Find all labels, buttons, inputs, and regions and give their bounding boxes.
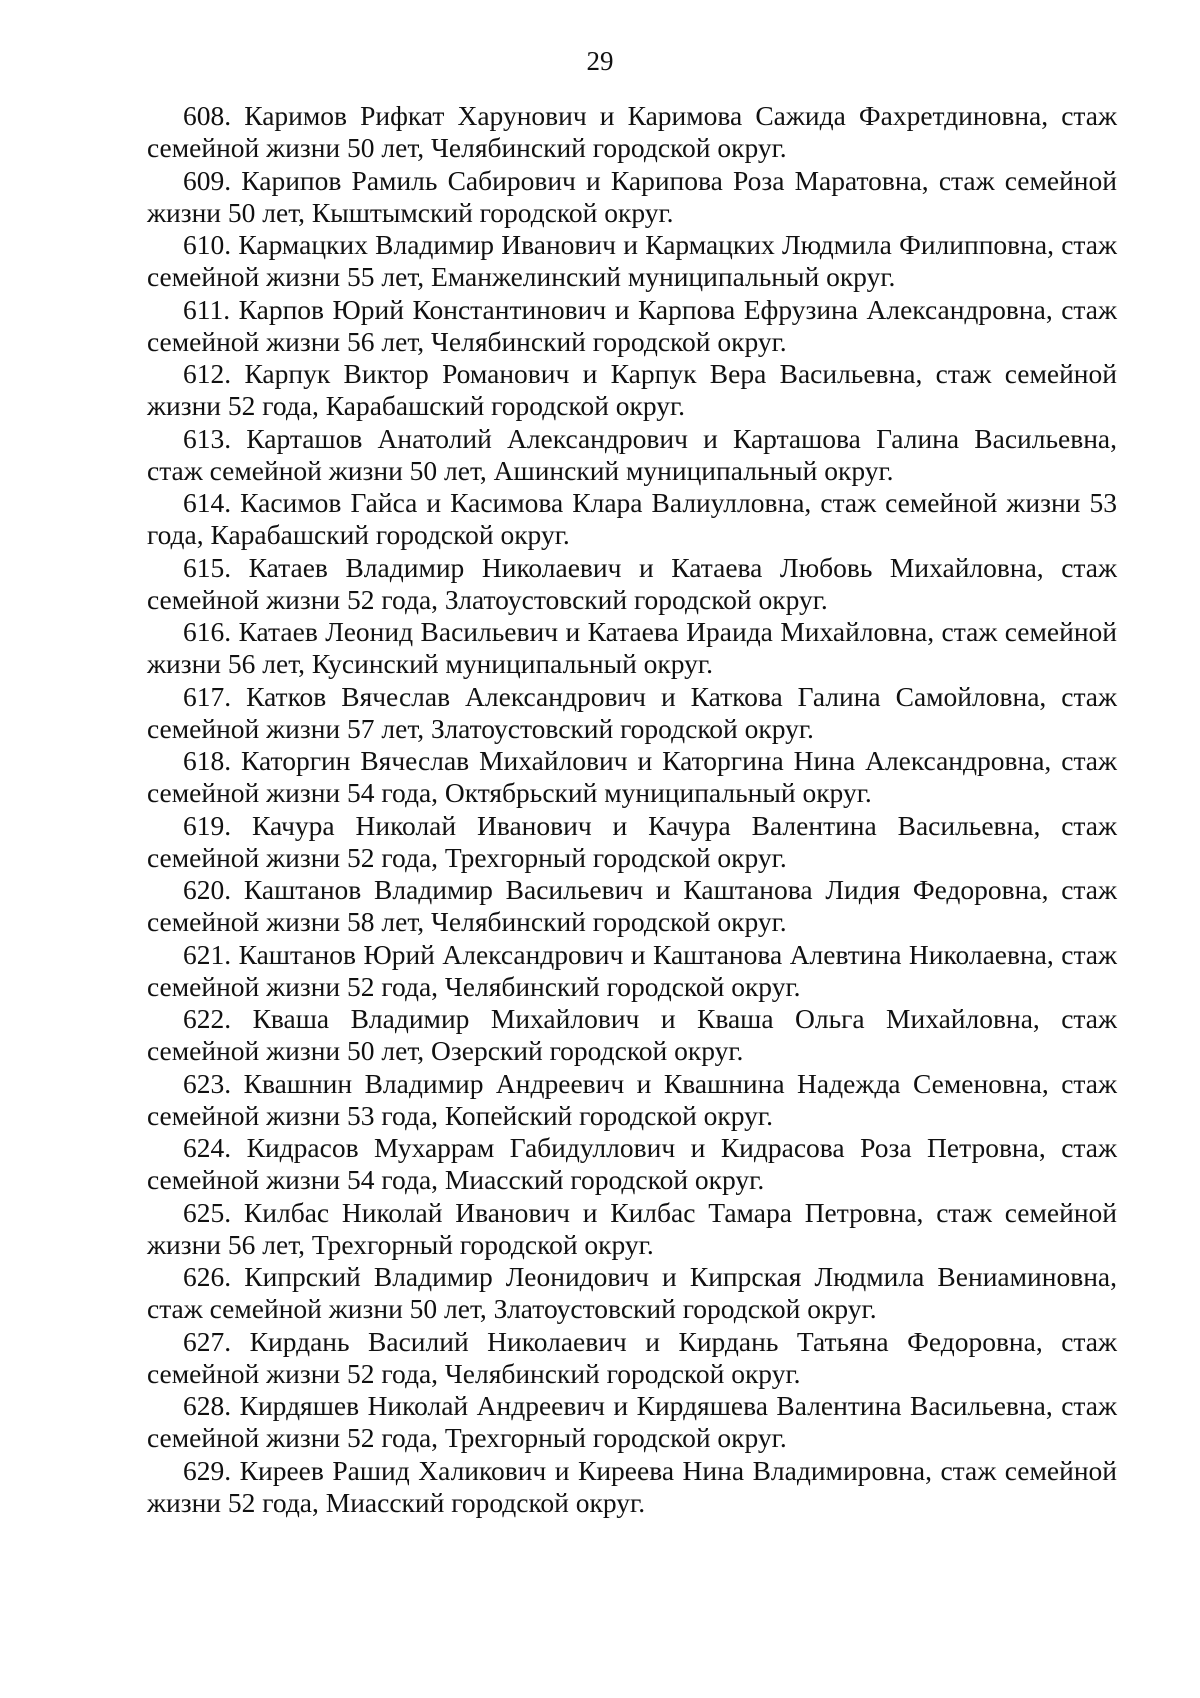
list-item: 611. Карпов Юрий Константинович и Карпова Ефрузина Александровна, стаж семейной жизни 56 лет, Челябинский городской округ. <box>147 293 1117 357</box>
list-item: 617. Катков Вячеслав Александрович и Каткова Галина Самойловна, стаж семейной жизни 57 лет, Златоустовский городской округ. <box>147 680 1117 744</box>
list-item: 609. Карипов Рамиль Сабирович и Карипова Роза Маратовна, стаж семейной жизни 50 лет, Кыштымский городской округ. <box>147 164 1117 228</box>
list-item: 624. Кидрасов Мухаррам Габидуллович и Кидрасова Роза Петровна, стаж семейной жизни 54 года, Миасский городской округ. <box>147 1132 1117 1195</box>
entry-list <box>147 100 1117 1519</box>
list-item: 610. Кармацких Владимир Иванович и Кармацких Людмила Филипповна, стаж семейной жизни 55 лет, Еманжелинский муниципальный округ. <box>147 229 1117 292</box>
list-item: 625. Килбас Николай Иванович и Килбас Тамара Петровна, стаж семейной жизни 56 лет, Трехгорный городской округ. <box>147 1196 1117 1260</box>
list-item: 614. Касимов Гайса и Касимова Клара Валиулловна, стаж семейной жизни 53 года, Карабашский городской округ. <box>147 487 1117 550</box>
list-item: 628. Кирдяшев Николай Андреевич и Кирдяшева Валентина Васильевна, стаж семейной жизни 52 года, Трехгорный городской округ. <box>147 1390 1117 1453</box>
list-item: 621. Каштанов Юрий Александрович и Каштанова Алевтина Николаевна, стаж семейной жизни 52 года, Челябинский городской округ. <box>147 938 1117 1002</box>
list-item: 612. Карпук Виктор Романович и Карпук Вера Васильевна, стаж семейной жизни 52 года, Карабашский городской округ. <box>147 358 1117 421</box>
list-item: 619. Качура Николай Иванович и Качура Валентина Васильевна, стаж семейной жизни 52 года, Трехгорный городской округ. <box>147 809 1117 873</box>
list-item: 629. Киреев Рашид Халикович и Киреева Нина Владимировна, стаж семейной жизни 52 года, Миасский городской округ. <box>147 1454 1117 1518</box>
list-item: 615. Катаев Владимир Николаевич и Катаева Любовь Михайловна, стаж семейной жизни 52 года, Златоустовский городской округ. <box>147 551 1117 615</box>
list-item: 608. Каримов Рифкат Харунович и Каримова Сажида Фахретдиновна, стаж семейной жизни 50 лет, Челябинский городской округ. <box>147 100 1117 163</box>
list-item: 613. Карташов Анатолий Александрович и Карташова Галина Васильевна, стаж семейной жизни 50 лет, Ашинский муниципальный округ. <box>147 422 1117 486</box>
list-item: 622. Кваша Владимир Михайлович и Кваша Ольга Михайловна, стаж семейной жизни 50 лет, Озерский городской округ. <box>147 1003 1117 1066</box>
list-item: 626. Кипрский Владимир Леонидович и Кипрская Людмила Вениаминовна, стаж семейной жизни 50 лет, Златоустовский городской округ. <box>147 1261 1117 1324</box>
list-item: 618. Каторгин Вячеслав Михайлович и Каторгина Нина Александровна, стаж семейной жизни 54 года, Октябрьский муниципальный округ. <box>147 745 1117 808</box>
page-number: 29 <box>586 46 614 76</box>
list-item: 620. Каштанов Владимир Васильевич и Каштанова Лидия Федоровна, стаж семейной жизни 58 лет, Челябинский городской округ. <box>147 874 1117 937</box>
list-item: 623. Квашнин Владимир Андреевич и Квашнина Надежда Семеновна, стаж семейной жизни 53 года, Копейский городской округ. <box>147 1067 1117 1131</box>
list-item: 627. Кирдань Василий Николаевич и Кирдань Татьяна Федоровна, стаж семейной жизни 52 года, Челябинский городской округ. <box>147 1325 1117 1389</box>
list-item: 616. Катаев Леонид Васильевич и Катаева Ираида Михайловна, стаж семейной жизни 56 лет, Кусинский муниципальный округ. <box>147 616 1117 679</box>
